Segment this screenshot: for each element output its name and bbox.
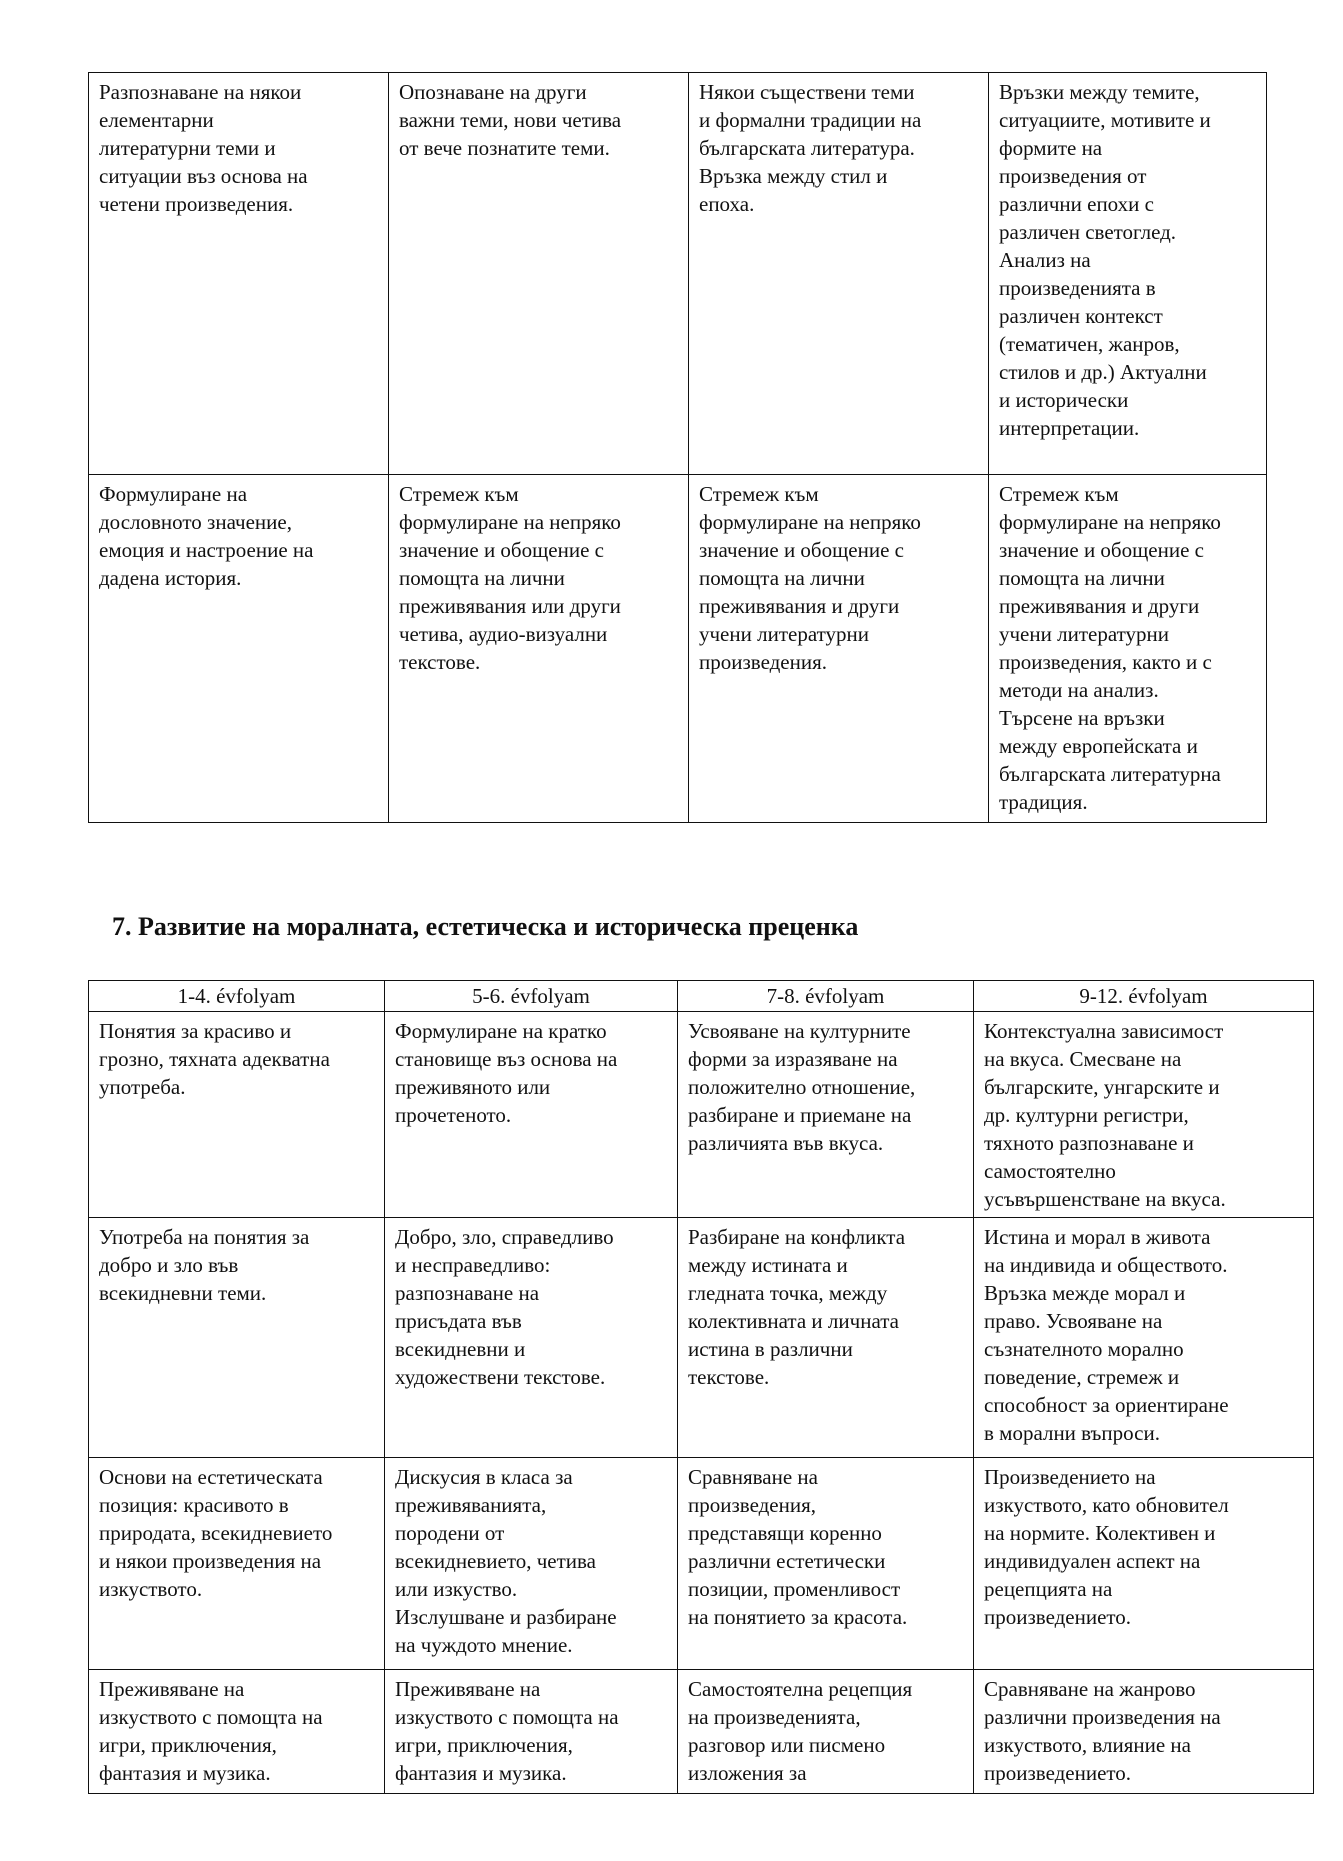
table-cell: Формулиране на дословното значение, емоция и настроение на дадена история. <box>89 475 389 823</box>
table-row <box>89 1012 1314 1218</box>
table-cell: Сравняване на произведения, представящи коренно различни естетически позиции, променливост на понятието за красота. <box>678 1458 974 1670</box>
aesthetic-judgment-table <box>88 980 1314 1794</box>
section-heading: 7. Развитие на моралната, естетическа и историческа преценка <box>112 912 859 941</box>
table-row <box>89 475 1267 823</box>
table-row <box>89 1458 1314 1670</box>
table-cell: Разпознаване на някои елементарни литературни теми и ситуации въз основа на четени произведения. <box>89 73 389 475</box>
table-cell: Дискусия в класа за преживяванията, породени от всекидневието, четива или изкуство. Изслушване и разбиране на чуждото мнение. <box>385 1458 678 1670</box>
table-cell: Връзки между темите, ситуациите, мотивите и формите на произведения от различни епохи с различен светоглед. Анализ на произведенията в различен контекст (тематичен, жанров, стилов и др.) Актуални и исторически интерпретации. <box>989 73 1267 475</box>
table-cell: Опознаване на други важни теми, нови четива от вече познатите теми. <box>389 73 689 475</box>
table-cell: Контекстуална зависимост на вкуса. Смесване на българските, унгарските и др. културни регистри, тяхното разпознаване и самостоятелно усъвършенстване на вкуса. <box>974 1012 1314 1218</box>
table-cell: Добро, зло, справедливо и несправедливо: разпознаване на присъдата във всекидневни и художествени текстове. <box>385 1218 678 1458</box>
table-row <box>89 1218 1314 1458</box>
table-cell: Някои съществени теми и формални традиции на българската литература. Връзка между стил и епоха. <box>689 73 989 475</box>
table-header-row <box>89 981 1314 1012</box>
table-cell: Основи на естетическата позиция: красивото в природата, всекидневието и някои произведения на изкуството. <box>89 1458 385 1670</box>
table-cell: Стремеж към формулиране на непряко значение и обощение с помощта на лични преживявания или други четива, аудио-визуални текстове. <box>389 475 689 823</box>
table-cell: Преживяване на изкуството с помощта на игри, приключения, фантазия и музика. <box>385 1670 678 1794</box>
table-cell: Формулиране на кратко становище въз основа на преживяното или прочетеното. <box>385 1012 678 1218</box>
table-cell: Разбиране на конфликта между истината и гледната точка, между колективната и личната истина в различни текстове. <box>678 1218 974 1458</box>
column-header: 9-12. évfolyam <box>974 981 1314 1012</box>
table-cell: Произведението на изкуството, като обновител на нормите. Колективен и индивидуален аспект на рецепцията на произведението. <box>974 1458 1314 1670</box>
table-cell: Преживяване на изкуството с помощта на игри, приключения, фантазия и музика. <box>89 1670 385 1794</box>
table-cell: Стремеж към формулиране на непряко значение и обощение с помощта на лични преживявания и други учени литературни произведения, както и с методи на анализ. Търсене на връзки между европейската и българската литературна традиция. <box>989 475 1267 823</box>
table-cell: Стремеж към формулиране на непряко значение и обощение с помощта на лични преживявания и други учени литературни произведения. <box>689 475 989 823</box>
table-cell: Самостоятелна рецепция на произведенията, разговор или писмено изложения за <box>678 1670 974 1794</box>
column-header: 7-8. évfolyam <box>678 981 974 1012</box>
table-row <box>89 1670 1314 1794</box>
column-header: 5-6. évfolyam <box>385 981 678 1012</box>
table-cell: Усвояване на културните форми за изразяване на положително отношение, разбиране и приемане на различията във вкуса. <box>678 1012 974 1218</box>
column-header: 1-4. évfolyam <box>89 981 385 1012</box>
table-cell: Употреба на понятия за добро и зло във всекидневни теми. <box>89 1218 385 1458</box>
literature-topics-table <box>88 72 1267 823</box>
table-cell: Понятия за красиво и грозно, тяхната адекватна употреба. <box>89 1012 385 1218</box>
table-cell: Истина и морал в живота на индивида и обществото. Връзка межде морал и право. Усвояване на съзнателното морално поведение, стремеж и способност за ориентиране в морални въпроси. <box>974 1218 1314 1458</box>
table-row <box>89 73 1267 475</box>
table-cell: Сравняване на жанрово различни произведения на изкуството, влияние на произведението. <box>974 1670 1314 1794</box>
